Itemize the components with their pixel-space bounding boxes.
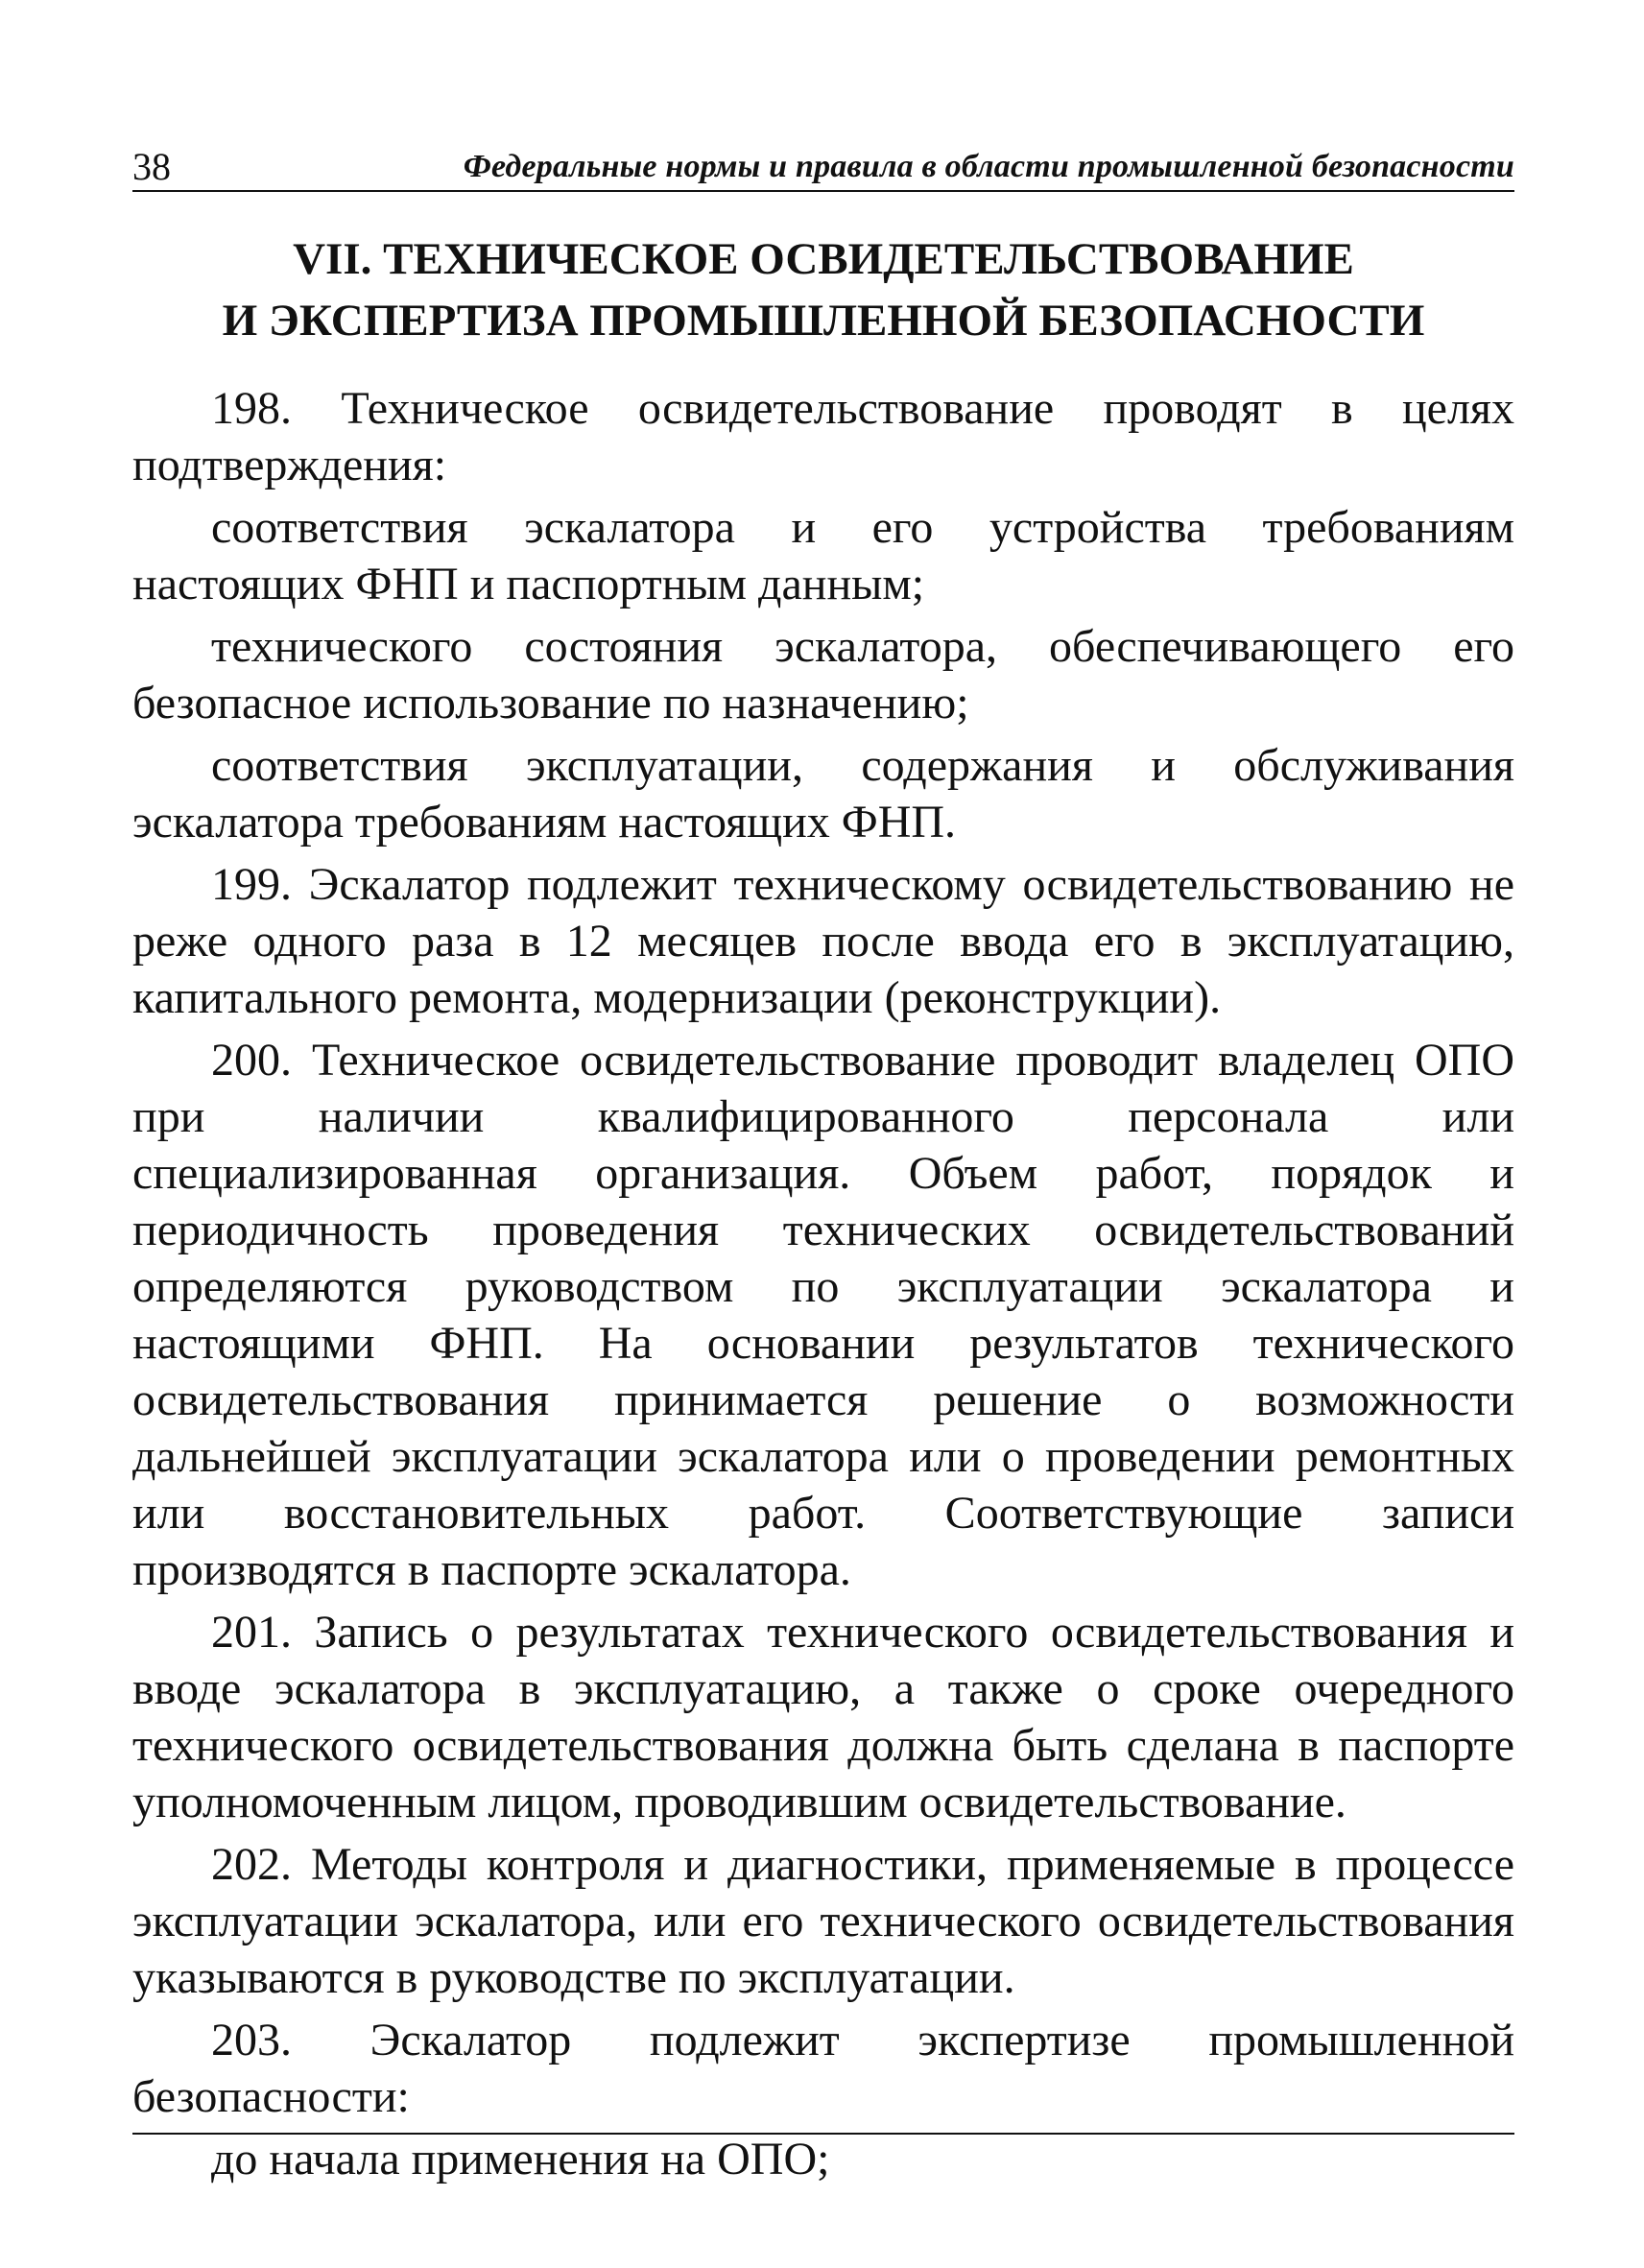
paragraph-203: 203. Эскалатор подлежит экспертизе промышленной безопасности: [132, 2015, 1514, 2122]
paragraph-198-item-1: соответствия эскалатора и его устройства требованиям настоящих ФНП и паспортным данным; [132, 502, 1514, 609]
section-title [132, 228, 1514, 351]
paragraph-200: 200. Техническое освидетельствование проводит владелец ОПО при наличии квалифицированного персонала или специализированная организация. Объем работ, порядок и периодичность проведения технических освидетельствований определяются руководством по эксплуатации эскалатора и настоящими ФНП. На основании результатов технического освидетельствования принимается решение о возможности дальнейшей эксплуатации эскалатора или о проведении ремонтных или восстановительных работ. Соответствующие записи производятся в паспорте эскалатора. [132, 1035, 1514, 1595]
paragraph-198-item-2: технического состояния эскалатора, обеспечивающего его безопасное использование по назначению; [132, 621, 1514, 728]
paragraph-201: 201. Запись о результатах технического освидетельствования и вводе эскалатора в эксплуатацию, а также о сроке очередного технического освидетельствования должна быть сделана в паспорте уполномоченным лицом, проводившим освидетельствование. [132, 1607, 1514, 1827]
running-header [132, 144, 1514, 192]
paragraph-199: 199. Эскалатор подлежит техническому освидетельствованию не реже одного раза в 12 месяцев после ввода его в эксплуатацию, капитального ремонта, модернизации (реконструкции). [132, 859, 1514, 1023]
paragraph-198-item-3: соответствия эксплуатации, содержания и обслуживания эскалатора требованиям настоящих ФНП. [132, 740, 1514, 848]
page-number: 38 [132, 145, 171, 188]
paragraph-203-item-1: до начала применения на ОПО; [211, 2134, 830, 2184]
bottom-divider [132, 2133, 1514, 2135]
running-title: Федеральные нормы и правила в области промышленной безопасности [463, 149, 1514, 184]
paragraph-198: 198. Техническое освидетельствование проводят в целях подтверждения: [132, 383, 1514, 490]
section-title-line-2: И ЭКСПЕРТИЗА ПРОМЫШЛЕННОЙ БЕЗОПАСНОСТИ [222, 296, 1425, 346]
document-body [132, 380, 1514, 2187]
document-page [132, 144, 1514, 2193]
paragraph-202: 202. Методы контроля и диагностики, применяемые в процессе эксплуатации эскалатора, или его технического освидетельствования указываются в руководстве по эксплуатации. [132, 1839, 1514, 2003]
section-title-line-1: VII. ТЕХНИЧЕСКОЕ ОСВИДЕТЕЛЬСТВОВАНИЕ [293, 234, 1354, 284]
